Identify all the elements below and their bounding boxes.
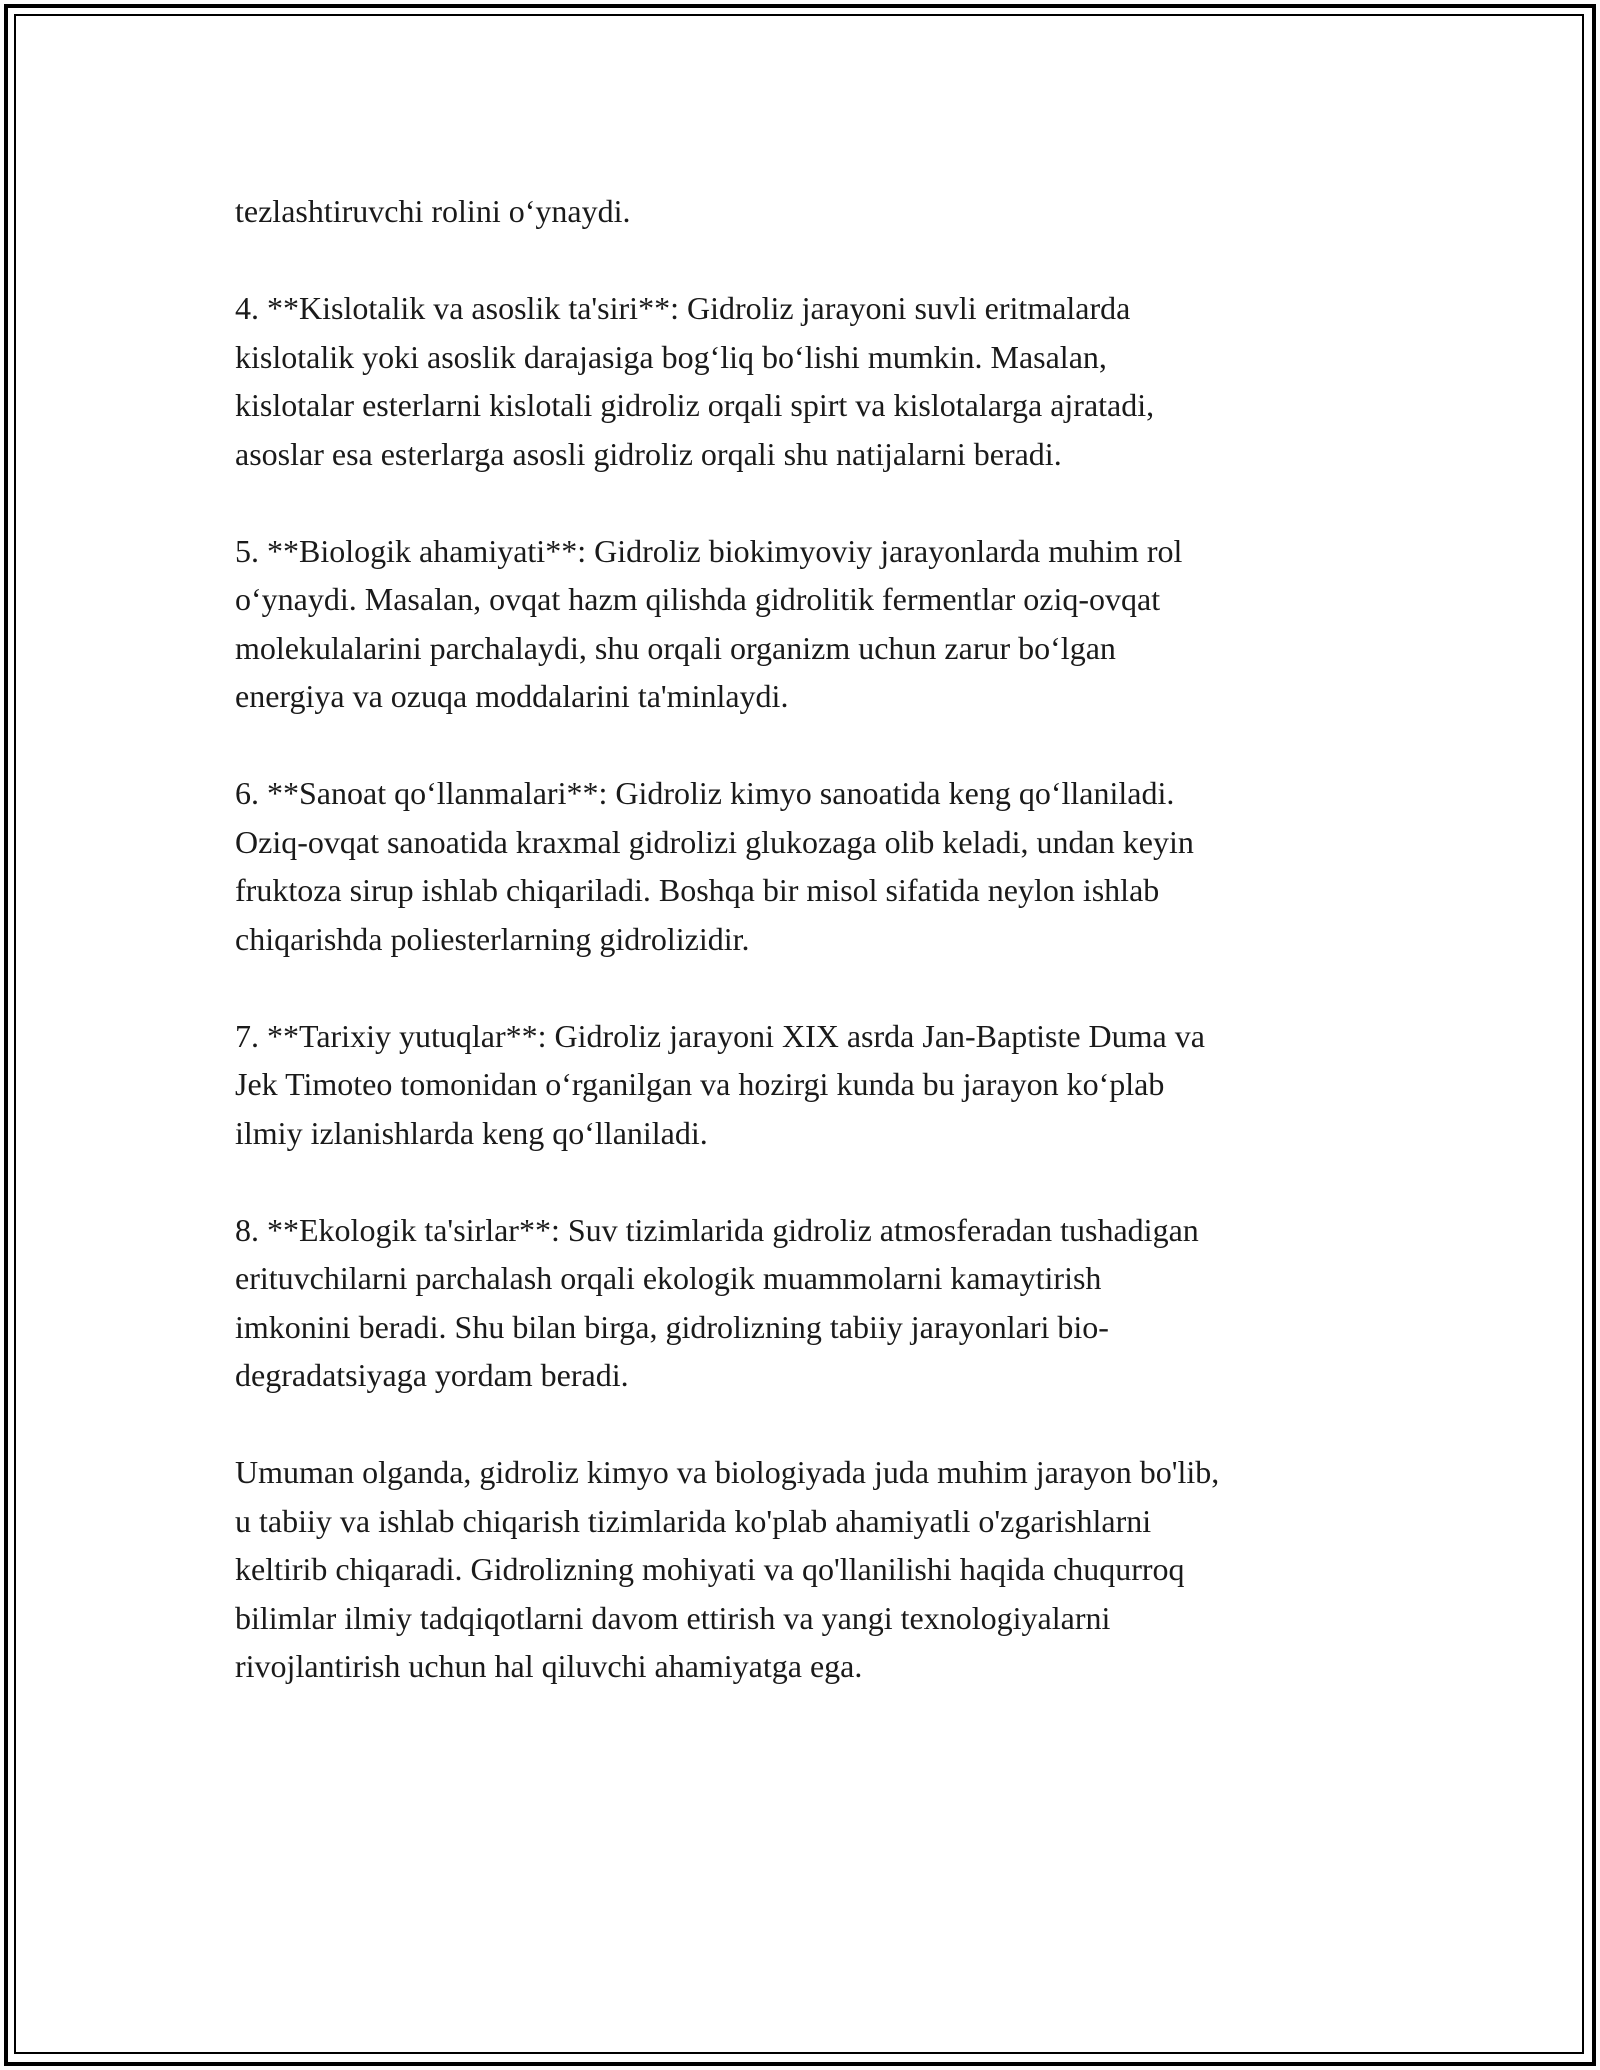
paragraph-industrial-applications: 6. **Sanoat qo‘llanmalari**: Gidroliz kimyo sanoatida keng qo‘llaniladi. Oziq-ovqat sanoatida kraxmal gidrolizi glukozaga olib keladi, undan keyin fruktoza sirup ishlab chiqariladi. Boshqa bir misol sifatida neylon ishlab chiqarishda poliesterlarning gidrolizidir. [235,775,1194,957]
paragraph-biological-importance: 5. **Biologik ahamiyati**: Gidroliz biokimyoviy jarayonlarda muhim rol o‘ynaydi. Masalan, ovqat hazm qilishda gidrolitik fermentlar oziq-ovqat molekulalarini parchalaydi, shu orqali organizm uchun zarur bo‘lgan energiya va ozuqa moddalarini ta'minlaydi. [235,532,1183,714]
paragraph-conclusion: Umuman olganda, gidroliz kimyo va biologiyada juda muhim jarayon bo'lib, u tabiiy va ishlab chiqarish tizimlarida ko'plab ahamiyatli o'zgarishlarni keltirib chiqaradi. Gidrolizning mohiyati va qo'llanilishi haqida chuqurroq bilimlar ilmiy tadqiqotlarni davom ettirish va yangi texnologiyalarni rivojlantirish uchun hal qiluvchi ahamiyatga ega. [235,1454,1220,1684]
paragraph-acidity-basicity: 4. **Kislotalik va asoslik ta'siri**: Gidroliz jarayoni suvli eritmalarda kislotalik yoki asoslik darajasiga bog‘liq bo‘lishi mumkin. Masalan, kislotalar esterlarni kislotali gidroliz orqali spirt va kislotalarga ajratadi, asoslar esa esterlarga asosli gidroliz orqali shu natijalarni beradi. [235,290,1155,472]
paragraph-ecological-effects: 8. **Ekologik ta'sirlar**: Suv tizimlarida gidroliz atmosferadan tushadigan erituvchilarni parchalash orqali ekologik muammolarni kamaytirish imkonini beradi. Shu bilan birga, gidrolizning tabiiy jarayonlari bio- degradatsiyaga yordam beradi. [235,1211,1199,1393]
paragraph-continuation: tezlashtiruvchi rolini o‘ynaydi. [235,193,631,229]
paragraph-historical-achievements: 7. **Tarixiy yutuqlar**: Gidroliz jarayoni XIX asrda Jan-Baptiste Duma va Jek Timoteo tomonidan o‘rganilgan va hozirgi kunda bu jarayon ko‘plab ilmiy izlanishlarda keng qo‘llaniladi. [235,1017,1205,1151]
document-body [235,187,1375,1739]
